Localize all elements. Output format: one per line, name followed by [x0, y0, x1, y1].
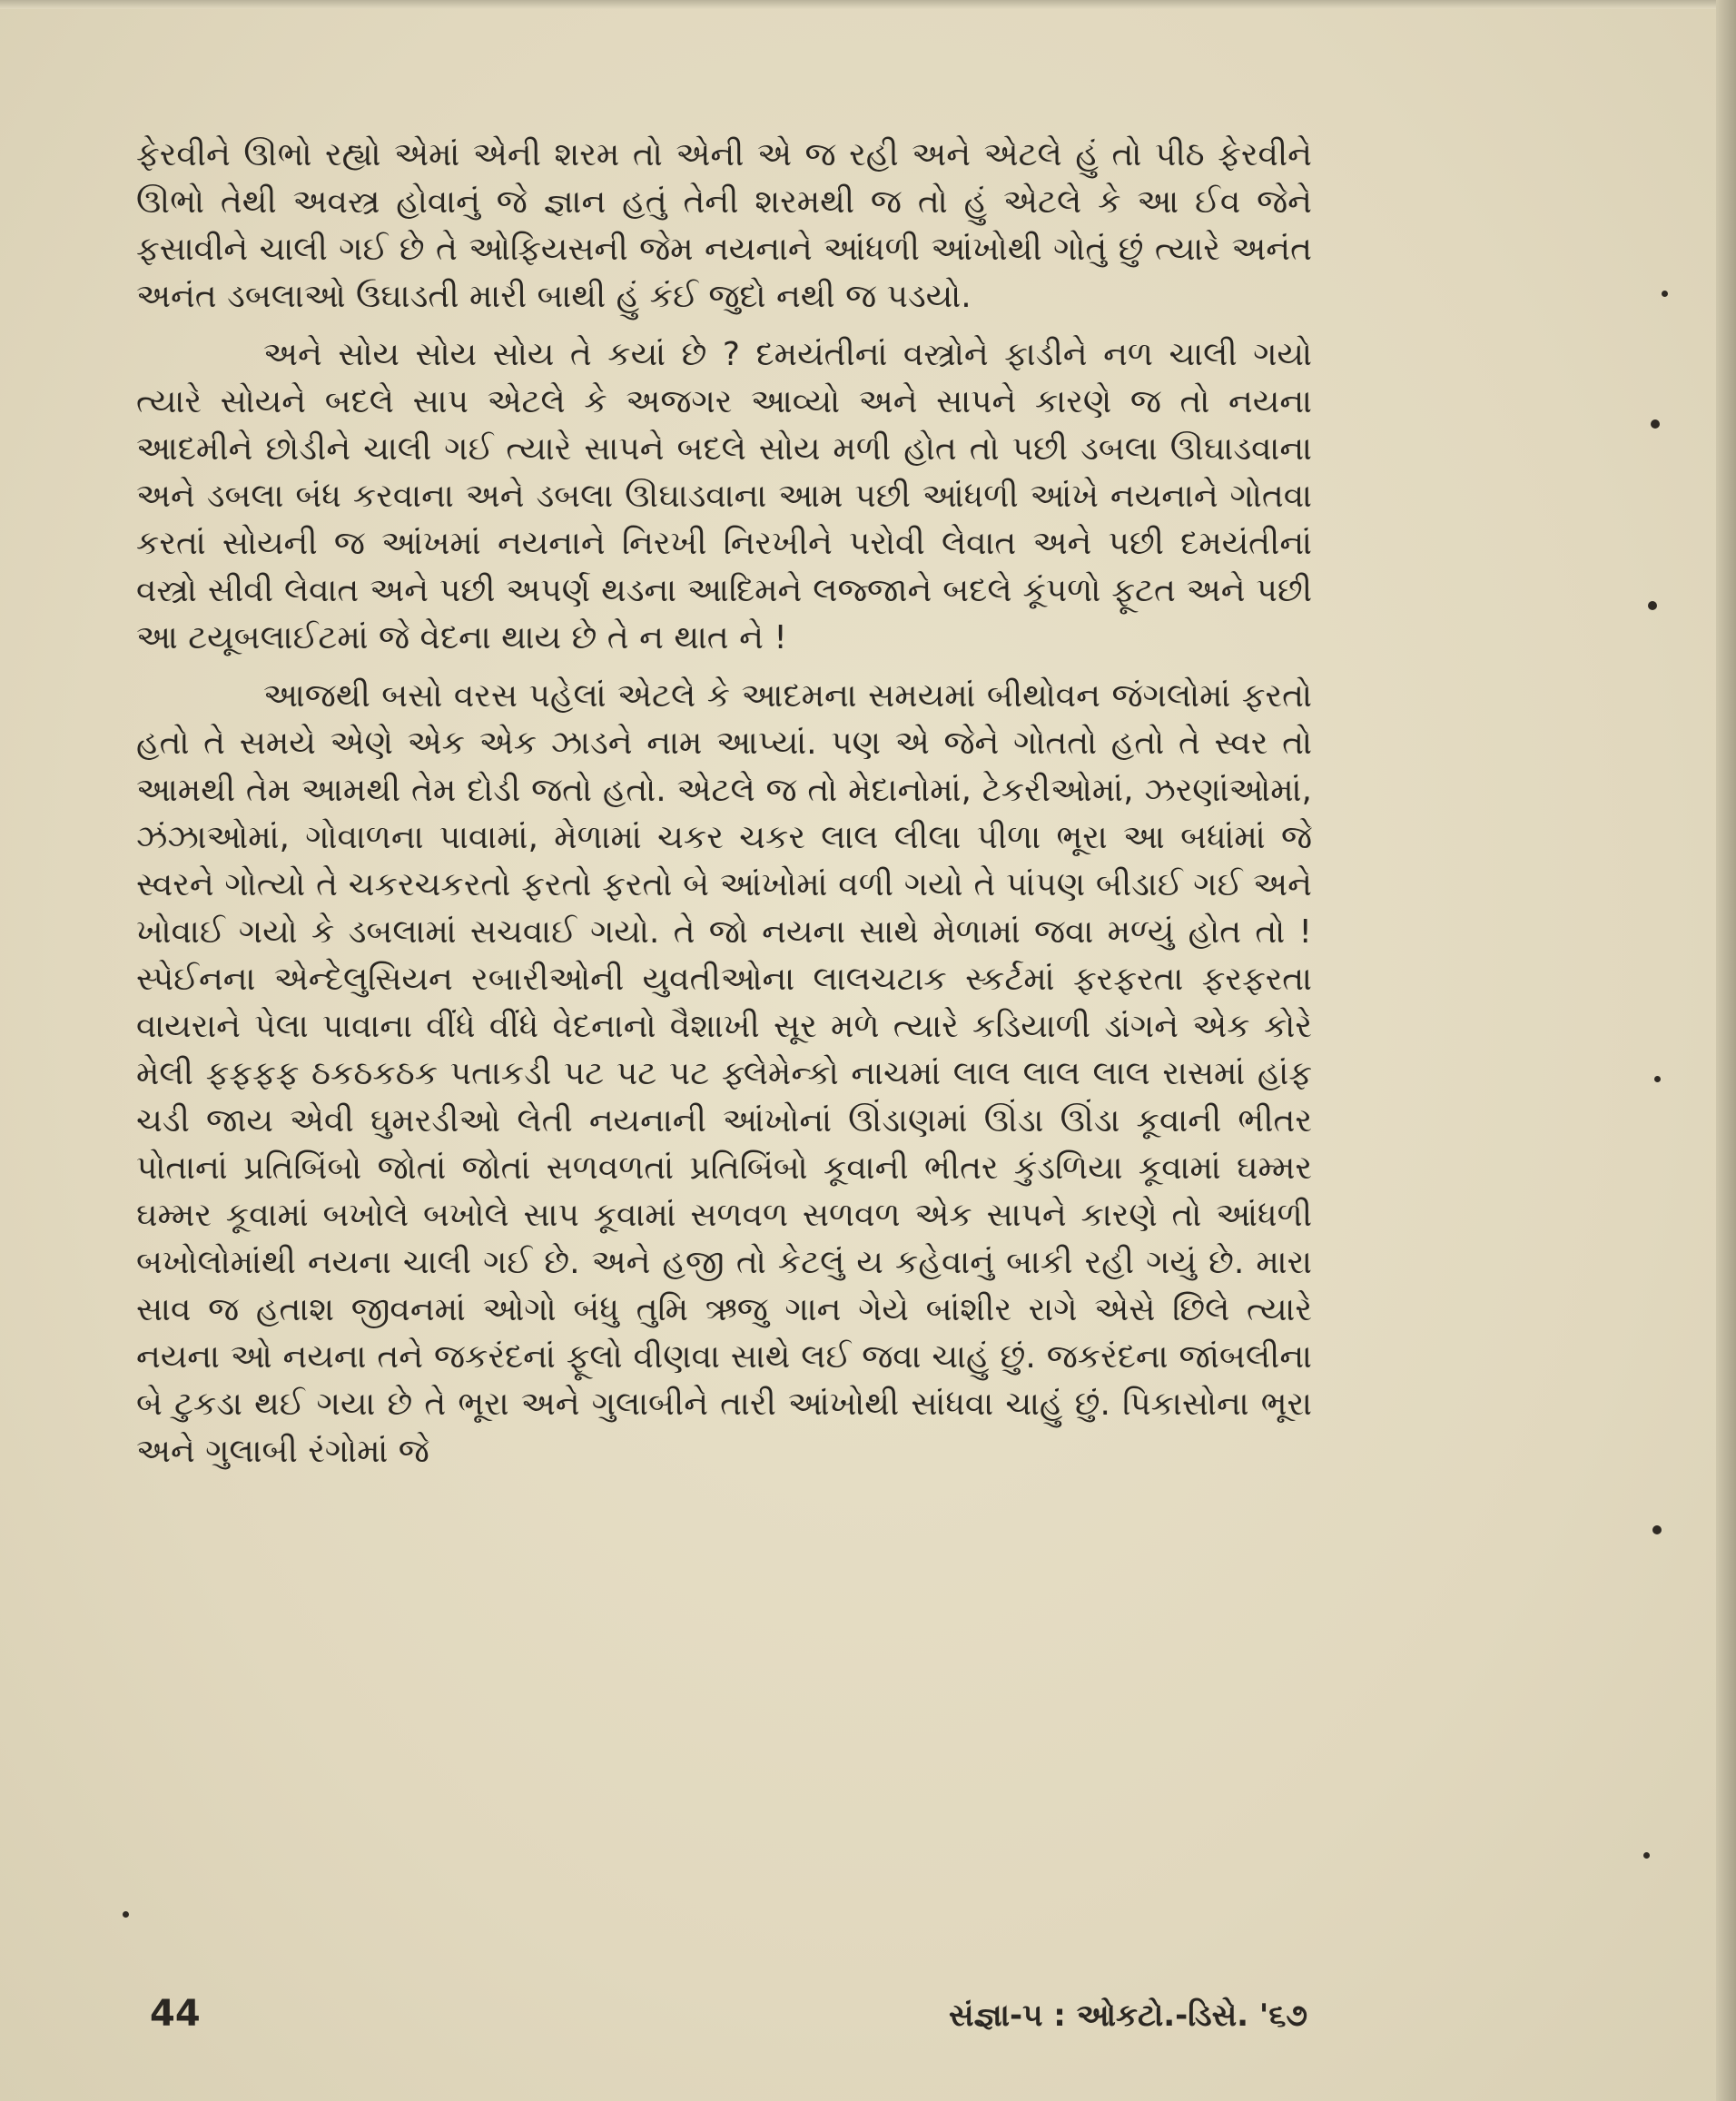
ink-speck — [1651, 419, 1660, 429]
page-number: 44 — [150, 1993, 201, 2035]
page-right-edge — [1716, 0, 1736, 2101]
ink-speck — [1643, 1852, 1650, 1859]
ink-speck — [1662, 291, 1668, 297]
ink-speck — [1654, 1076, 1661, 1082]
article-body — [136, 132, 1312, 1475]
running-footer: સંજ્ઞા-૫ : ઓકટો.-ડિસે. '૬૭ — [949, 1997, 1307, 2034]
page-top-edge — [0, 0, 1736, 9]
paragraph: ફેરવીને ઊભો રહ્યો એમાં એની શરમ તો એની એ જ રહી અને એટલે હું તો પીઠ ફેરવીને ઊભો તેથી અવસ્ત્ર હોવાનું જે જ્ઞાન હતું તેની શરમથી જ તો હું એટલે કે આ ઈવ જેને ફસાવીને ચાલી ગઈ છે તે ઓફિયસની જેમ નયનાને આંધળી આંખોથી ગોતું છું ત્યારે અનંત અનંત ડબલાઓ ઉઘાડતી મારી બાથી હું કંઈ જુદો નથી જ પડયો. — [136, 136, 1312, 315]
paragraph: અને સોય સોય સોય તે કયાં છે ? દમયંતીનાં વસ્ત્રોને ફાડીને નળ ચાલી ગયો ત્યારે સોયને બદલે સાપ એટલે કે અજગર આવ્યો અને સાપને કારણે જ તો નયના આદમીને છોડીને ચાલી ગઈ ત્યારે સાપને બદલે સોય મળી હોત તો પછી ડબલા ઊઘાડવાના અને ડબલા બંધ કરવાના અને ડબલા ઊઘાડવાના આમ પછી આંધળી આંખે નયનાને ગોતવા કરતાં સોયની જ આંખમાં નયનાને નિરખી નિરખીને પરોવી લેવાત અને પછી દમયંતીનાં વસ્ત્રો સીવી લેવાત અને પછી અપર્ણ થડના આદિમને લજ્જાને બદલે કૂંપળો ફૂટત અને પછી આ ટયૂબલાઈટમાં જે વેદના થાય છે તે ન થાત ને ! — [136, 336, 1312, 656]
ink-speck — [1652, 1525, 1662, 1534]
ink-speck — [1648, 601, 1657, 610]
paragraph: આજથી બસો વરસ પહેલાં એટલે કે આદમના સમયમાં બીથોવન જંગલોમાં ફરતો હતો તે સમયે એણે એક એક ઝાડને નામ આપ્યાં. પણ એ જેને ગોતતો હતો તે સ્વર તો આમથી તેમ આમથી તેમ દોડી જતો હતો. એટલે જ તો મેદાનોમાં, ટેકરીઓમાં, ઝરણાંઓમાં, ઝંઝાઓમાં, ગોવાળના પાવામાં, મેળામાં ચકર ચકર લાલ લીલા પીળા ભૂરા આ બધાંમાં જે સ્વરને ગોત્યો તે ચકરચકરતો ફરતો ફરતો બે આંખોમાં વળી ગયો તે પાંપણ બીડાઈ ગઈ અને ખોવાઈ ગયો કે ડબલામાં સચવાઈ ગયો. તે જો નયના સાથે મેળામાં જવા મળ્યું હોત તો ! સ્પેઈનના એન્દેલુસિયન રબારીઓની યુવતીઓના લાલચટાક સ્કર્ટમાં ફરફરતા ફરફરતા વાયરાને પેલા પાવાના વીંધે વીંધે વેદનાનો વૈશાખી સૂર મળે ત્યારે કડિયાળી ડાંગને એક કોરે મેલી ફફફફ ઠકઠકઠક પતાકડી પટ પટ પટ ફ્લેમેન્કો નાચમાં લાલ લાલ લાલ રાસમાં હાંફ ચડી જાય એવી ઘુમરડીઓ લેતી નયનાની આંખોનાં ઊંડાણમાં ઊંડા ઊંડા કૂવાની ભીતર પોતાનાં પ્રતિબિંબો જોતાં જોતાં સળવળતાં પ્રતિબિંબો કૂવાની ભીતર કુંડળિયા કૂવામાં ઘમ્મર ઘમ્મર કૂવામાં બખોલે બખોલે સાપ કૂવામાં સળવળ સળવળ એક સાપને કારણે તો આંધળી બખોલોમાંથી નયના ચાલી ગઈ છે. અને હજી તો કેટલું ય કહેવાનું બાકી રહી ગયું છે. મારા સાવ જ હતાશ જીવનમાં ઓગો બંધુ તુમિ ઋજુ ગાન ગેયે બાંશીર રાગે એસે છિલે ત્યારે નયના ઓ નયના તને જકરંદનાં ફૂલો વીણવા સાથે લઈ જવા ચાહું છું. જકરંદના જાંબલીના બે ટુકડા થઈ ગયા છે તે ભૂરા અને ગુલાબીને તારી આંખોથી સાંધવા ચાહું છું. પિકાસોના ભૂરા અને ગુલાબી રંગોમાં જે — [136, 677, 1312, 1470]
ink-speck — [123, 1911, 129, 1918]
